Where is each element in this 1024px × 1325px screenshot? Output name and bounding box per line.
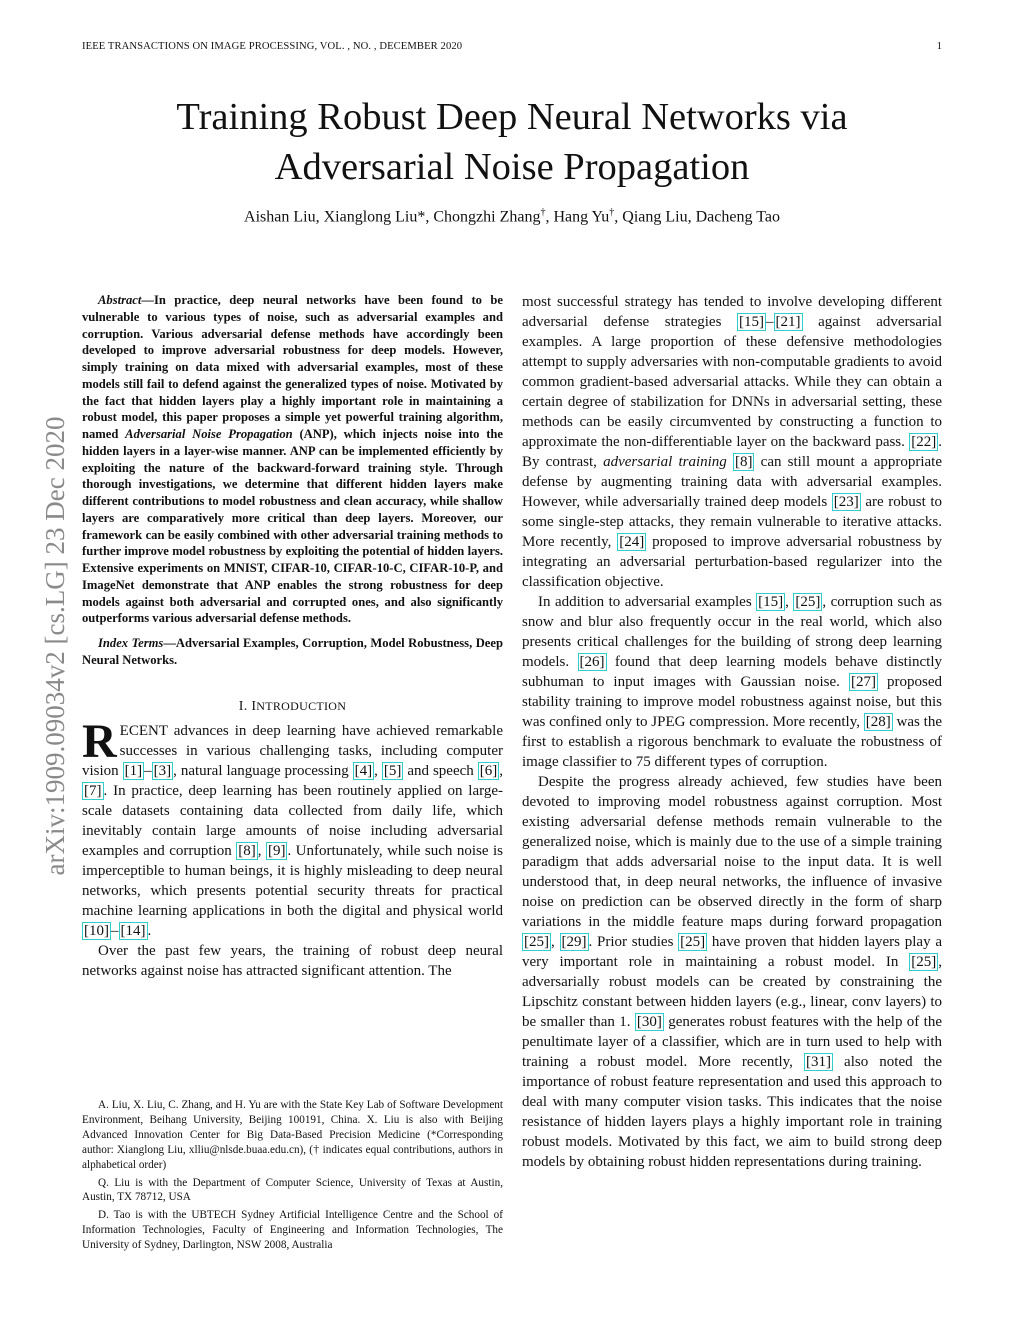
index-terms-label: Index Terms bbox=[98, 636, 164, 650]
right-paragraph-3 bbox=[522, 772, 942, 1172]
author-list bbox=[60, 207, 964, 226]
text-run: , bbox=[551, 934, 560, 950]
citation-link[interactable]: [9] bbox=[267, 842, 286, 859]
index-terms-text: Adversarial Examples, Corruption, Model Robustness, Deep Neural Networks. bbox=[82, 636, 503, 667]
text-run: – bbox=[144, 762, 152, 779]
intro-paragraph-1 bbox=[82, 714, 503, 941]
title-line-2: Adversarial Noise Propagation bbox=[274, 146, 750, 188]
abstract-text-1: In practice, deep neural networks have been found to be vulnerable to various types of noise, such as adversarial examples and corruption. Various adversarial defense methods have accordingly been developed to improve adversarial robustness for deep models. However, simply training on data mixed with adversarial examples, most of these models still fail to defend against the generalized types of noise. Motivated by the fact that hidden layers play a highly important role in maintaining a robust model, this paper proposes a simple yet powerful training algorithm, named bbox=[82, 293, 503, 441]
citation-link[interactable]: [15] bbox=[739, 314, 765, 330]
citation-link[interactable]: [31] bbox=[806, 1054, 831, 1070]
text-run: , bbox=[785, 594, 794, 610]
citation-link[interactable]: [6] bbox=[479, 762, 498, 779]
text-run: , bbox=[374, 762, 382, 779]
authors-part-2: , Hang Yu bbox=[545, 208, 610, 226]
citation-link[interactable]: [28] bbox=[865, 714, 891, 730]
right-paragraph-2 bbox=[522, 592, 942, 772]
text-run: ECENT advances in deep learning have achieved remarkable successes in various challenging tasks, including computer vision bbox=[82, 722, 503, 779]
right-column bbox=[522, 292, 942, 1172]
text-run: most successful strategy has tended to involve developing different adversarial defense strategies bbox=[522, 294, 942, 330]
section-heading-introduction bbox=[82, 699, 503, 715]
dagger-mark: † bbox=[609, 207, 615, 218]
authors-part-3: , Qiang Liu, Dacheng Tao bbox=[614, 208, 780, 226]
text-run: . Prior studies bbox=[588, 934, 679, 950]
left-column bbox=[82, 292, 503, 981]
abstract-label: Abstract bbox=[98, 293, 142, 307]
text-run: generates robust features with the help of the penultimate layer of a classifier, which are in turn used to help with training a robust model. More recently, bbox=[522, 1014, 942, 1070]
text-run: proposed to improve adversarial robustness by integrating an adversarial perturbation-based regularizer into the classification objective. bbox=[522, 534, 942, 590]
text-run: , corruption such as snow and blur also frequently occur in the real world, which also presents critical challenges for the building of strong deep learning models. bbox=[522, 594, 942, 670]
paper-title bbox=[60, 92, 964, 192]
index-terms-dash: — bbox=[163, 636, 176, 650]
abstract-method-name: Adversarial Noise Propagation bbox=[125, 427, 293, 441]
intro-paragraph-2: Over the past few years, the training of robust deep neural networks against noise has attracted significant attention. The bbox=[82, 942, 503, 979]
abstract-dash: — bbox=[141, 293, 154, 307]
citation-link[interactable]: [25] bbox=[524, 934, 549, 950]
text-run: was the first to establish a rigorous benchmark to evaluate the robustness of image classifier to 75 different types of corruption. bbox=[522, 714, 942, 770]
citation-link[interactable]: [7] bbox=[84, 782, 102, 799]
citation-link[interactable]: [3] bbox=[153, 762, 172, 779]
citation-link[interactable]: [5] bbox=[383, 762, 402, 779]
index-terms bbox=[82, 635, 503, 669]
citation-link[interactable]: [24] bbox=[619, 534, 645, 550]
citation-link[interactable]: [10] bbox=[84, 922, 109, 939]
text-run: , bbox=[257, 842, 266, 859]
footnotes bbox=[82, 1098, 503, 1256]
citation-link[interactable]: [30] bbox=[636, 1014, 662, 1030]
citation-link[interactable]: [1] bbox=[124, 762, 143, 779]
text-run: . bbox=[147, 922, 152, 939]
text-run: . In practice, deep learning has been routinely applied on large-scale datasets containing data collected from daily life, which inevitably contain large amounts of noise including adversarial examples and corruption bbox=[82, 782, 503, 859]
text-run: found that deep learning models behave distinctly subhuman to input images with Gaussian noise. bbox=[522, 654, 942, 690]
citation-link[interactable]: [23] bbox=[833, 494, 859, 510]
running-header bbox=[82, 41, 942, 57]
section-title-rest: NTRODUCTION bbox=[256, 698, 347, 713]
text-run: also noted the importance of robust feature representation and used this approach to deal with many computer vision tasks. This indicates that the noise resistance of hidden layers plays a highly important role in training robust models. Motivated by this fact, we aim to build strong deep models by obtaining robust hidden representations during training. bbox=[522, 1054, 942, 1170]
drop-cap: R bbox=[82, 714, 117, 768]
right-paragraph-1 bbox=[522, 292, 942, 592]
text-run: In addition to adversarial examples bbox=[538, 594, 757, 610]
text-run: . Unfortunately, while such noise is imperceptible to human beings, it is highly misleading to deep neural networks, which presents potential security threats for practical machine learning applications in both the digital and physical world bbox=[82, 842, 503, 919]
citation-link[interactable]: [22] bbox=[911, 434, 937, 450]
text-run: proposed stability training to improve model robustness against noise, but this was confined only to JPEG compression. More recently, bbox=[522, 674, 942, 730]
footnote-affiliation-1: A. Liu, X. Liu, C. Zhang, and H. Yu are with the State Key Lab of Software Development Environment, Beihang University, Beijing 100191, China. X. Liu is also with Beijing Advanced Innovation Center for Big Data-Based Precision Medicine (*Corresponding author: Xianglong Liu, xlliu@nlsde.buaa.edu.cn), († indicates equal contributions, authors in alphabetical order) bbox=[82, 1099, 503, 1171]
title-line-1: Training Robust Deep Neural Networks via bbox=[176, 96, 848, 138]
citation-link[interactable]: [4] bbox=[354, 762, 373, 779]
text-run: are robust to some single-step attacks, they remain vulnerable to iterative attacks. More recently, bbox=[522, 494, 942, 550]
footnote-affiliation-3: D. Tao is with the UBTECH Sydney Artificial Intelligence Centre and the School of Information Technologies, Faculty of Engineering and Information Technologies, The University of Sydney, Darlington, NSW 2008, Australia bbox=[82, 1209, 503, 1252]
abstract bbox=[82, 292, 503, 627]
citation-link[interactable]: [26] bbox=[579, 654, 605, 670]
page-number: 1 bbox=[936, 41, 942, 52]
citation-link[interactable]: [14] bbox=[120, 922, 146, 939]
text-run: , natural language processing bbox=[173, 762, 353, 779]
citation-link[interactable]: [21] bbox=[775, 314, 801, 330]
citation-link[interactable]: [8] bbox=[238, 842, 256, 859]
text-run: – bbox=[111, 922, 119, 939]
citation-link[interactable]: [15] bbox=[758, 594, 784, 610]
citation-link[interactable]: [29] bbox=[561, 934, 587, 950]
citation-link[interactable]: [25] bbox=[911, 954, 937, 970]
text-run: and speech bbox=[403, 762, 478, 779]
text-run: Despite the progress already achieved, few studies have been devoted to improving model robustness against corruption. Most existing adversarial defense methods remain vulnerable to the generalized noise, which is mainly due to the use of a simple training paradigm that adds adversarial noise to the input data. It is well understood that, in deep neural networks, the influence of invasive noise on prediction can be observed directly in the form of sharp variations in the middle feature maps during forward propagation bbox=[522, 774, 942, 930]
dagger-mark: † bbox=[540, 207, 546, 218]
abstract-text-2: (ANP), which injects noise into the hidden layers in a layer-wise manner. ANP can be implemented efficiently by exploiting the nature of the backward-forward training style. Through thorough investigations, we determine that different hidden layers make different contributions to model robustness and clean accuracy, while shallow layers are comparatively more critical than deep layers. Moreover, our framework can be easily combined with other adversarial training methods to further improve model robustness by exploiting the potential of hidden layers. Extensive experiments on MNIST, CIFAR-10, CIFAR-10-C, CIFAR-10-P, and ImageNet demonstrate that ANP enables the strong robustness for deep models against both adversarial and corrupted ones, and also significantly outperforms various adversarial defense methods. bbox=[82, 427, 503, 626]
section-first-letter: I bbox=[251, 698, 257, 714]
text-run: can still mount a appropriate defense by augmenting training data with adversarial examples. However, while adversarially trained deep models bbox=[522, 454, 942, 510]
citation-link[interactable]: [27] bbox=[850, 674, 876, 690]
text-run: have proven that hidden layers play a very important role in maintaining a robust model. In bbox=[522, 934, 942, 970]
citation-link[interactable]: [8] bbox=[734, 454, 753, 470]
arxiv-watermark: arXiv:1909.09034v2 [cs.LG] 23 Dec 2020 bbox=[40, 416, 70, 876]
section-numeral: I. bbox=[238, 698, 252, 714]
text-run: . By contrast, bbox=[522, 434, 942, 470]
citation-link[interactable]: [25] bbox=[795, 594, 821, 610]
text-run: against adversarial examples. A large proportion of these defensive methodologies attempt to supply adversaries with non-computable gradients to avoid common gradient-based adversarial attacks. While they can obtain a certain degree of stabilization for DNNs in adversarial setting, these methods can be easily circumvented by constructing a function to approximate the non-differentiable layer on the backward pass. bbox=[522, 314, 942, 450]
term-adversarial-training: adversarial training bbox=[603, 454, 727, 470]
text-run: – bbox=[766, 314, 774, 330]
authors-part-1: Aishan Liu, Xianglong Liu*, Chongzhi Zhang bbox=[244, 208, 541, 226]
journal-name: IEEE TRANSACTIONS ON IMAGE PROCESSING, VOL. , NO. , DECEMBER 2020 bbox=[82, 41, 463, 52]
text-run: , adversarially robust models can be created by constraining the Lipschitz constant between hidden layers (e.g., linear, conv layers) to be smaller than 1. bbox=[522, 954, 942, 1030]
text-run: , bbox=[499, 762, 503, 779]
citation-link[interactable]: [25] bbox=[680, 934, 706, 950]
footnote-affiliation-2: Q. Liu is with the Department of Computer Science, University of Texas at Austin, Austin, TX 78712, USA bbox=[82, 1176, 503, 1204]
